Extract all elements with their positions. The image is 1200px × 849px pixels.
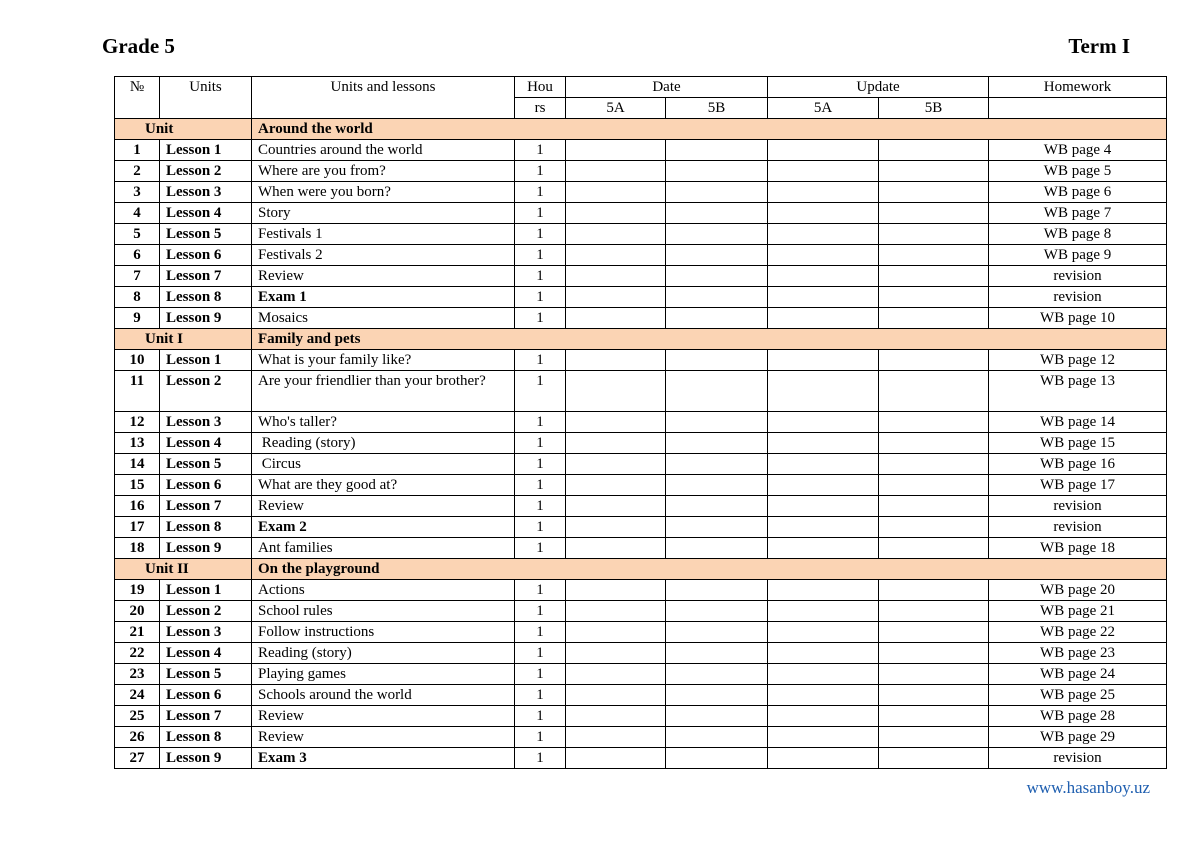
- lesson-title: Review: [252, 266, 515, 287]
- table-row: [115, 412, 1167, 433]
- homework-cell: WB page 23: [989, 643, 1167, 664]
- lesson-title: Who's taller?: [252, 412, 515, 433]
- row-number: 26: [115, 727, 160, 748]
- col-header-hours-top: Hou: [515, 77, 566, 98]
- update-5b-cell[interactable]: [879, 371, 989, 412]
- lesson-hours: 1: [515, 412, 566, 433]
- row-number: 7: [115, 266, 160, 287]
- row-number: 1: [115, 140, 160, 161]
- date-5a-cell[interactable]: [566, 371, 666, 412]
- date-5a-cell[interactable]: [566, 664, 666, 685]
- row-number: 10: [115, 350, 160, 371]
- table-row: [115, 475, 1167, 496]
- row-number: 13: [115, 433, 160, 454]
- date-5a-cell[interactable]: [566, 685, 666, 706]
- date-5b-cell[interactable]: [666, 350, 768, 371]
- date-5b-cell[interactable]: [666, 454, 768, 475]
- row-number: 12: [115, 412, 160, 433]
- unit-title: Around the world: [252, 119, 1167, 140]
- date-5b-cell[interactable]: [666, 580, 768, 601]
- row-number: 19: [115, 580, 160, 601]
- update-5a-cell[interactable]: [768, 580, 879, 601]
- row-number: 17: [115, 517, 160, 538]
- col-header-update: Update: [768, 77, 989, 98]
- col-header-update-5a: 5A: [768, 98, 879, 119]
- update-5b-cell[interactable]: [879, 182, 989, 203]
- update-5b-cell[interactable]: [879, 664, 989, 685]
- row-number: 22: [115, 643, 160, 664]
- homework-cell: WB page 6: [989, 182, 1167, 203]
- lesson-title: Story: [252, 203, 515, 224]
- unit-header-row: [115, 329, 1167, 350]
- lesson-hours: 1: [515, 308, 566, 329]
- lesson-hours: 1: [515, 580, 566, 601]
- grade-title: Grade 5: [102, 34, 175, 58]
- update-5a-cell[interactable]: [768, 685, 879, 706]
- lesson-title: Are your friendlier than your brother?: [252, 371, 515, 412]
- lesson-hours: 1: [515, 161, 566, 182]
- homework-cell: WB page 20: [989, 580, 1167, 601]
- date-5a-cell[interactable]: [566, 308, 666, 329]
- homework-cell: WB page 21: [989, 601, 1167, 622]
- update-5a-cell[interactable]: [768, 622, 879, 643]
- table-row: [115, 371, 1167, 412]
- lesson-label: Lesson 2: [160, 601, 252, 622]
- lesson-title: Schools around the world: [252, 685, 515, 706]
- homework-cell: revision: [989, 748, 1167, 769]
- row-number: 8: [115, 287, 160, 308]
- update-5b-cell[interactable]: [879, 622, 989, 643]
- col-header-number: №: [115, 77, 160, 119]
- update-5b-cell[interactable]: [879, 727, 989, 748]
- lesson-title: Exam 3: [252, 748, 515, 769]
- update-5a-cell[interactable]: [768, 140, 879, 161]
- update-5b-cell[interactable]: [879, 496, 989, 517]
- lesson-title: Festivals 1: [252, 224, 515, 245]
- lesson-label: Lesson 9: [160, 538, 252, 559]
- update-5b-cell[interactable]: [879, 685, 989, 706]
- table-row: [115, 203, 1167, 224]
- lesson-title: Playing games: [252, 664, 515, 685]
- date-5b-cell[interactable]: [666, 140, 768, 161]
- homework-cell: revision: [989, 517, 1167, 538]
- table-row: [115, 287, 1167, 308]
- date-5b-cell[interactable]: [666, 308, 768, 329]
- lesson-hours: 1: [515, 245, 566, 266]
- date-5a-cell[interactable]: [566, 580, 666, 601]
- update-5b-cell[interactable]: [879, 601, 989, 622]
- date-5a-cell[interactable]: [566, 538, 666, 559]
- date-5a-cell[interactable]: [566, 748, 666, 769]
- website-link[interactable]: www.hasanboy.uz: [1026, 778, 1150, 797]
- lesson-title: Review: [252, 706, 515, 727]
- lesson-title: Circus: [252, 454, 515, 475]
- homework-cell: WB page 12: [989, 350, 1167, 371]
- table-row: [115, 266, 1167, 287]
- table-row: [115, 350, 1167, 371]
- update-5a-cell[interactable]: [768, 433, 879, 454]
- date-5b-cell[interactable]: [666, 245, 768, 266]
- homework-cell: WB page 18: [989, 538, 1167, 559]
- lesson-label: Lesson 8: [160, 727, 252, 748]
- table-row: [115, 433, 1167, 454]
- row-number: 6: [115, 245, 160, 266]
- homework-cell: WB page 24: [989, 664, 1167, 685]
- update-5a-cell[interactable]: [768, 161, 879, 182]
- update-5b-cell[interactable]: [879, 308, 989, 329]
- table-row: [115, 182, 1167, 203]
- lesson-hours: 1: [515, 517, 566, 538]
- table-row: [115, 664, 1167, 685]
- update-5b-cell[interactable]: [879, 748, 989, 769]
- date-5b-cell[interactable]: [666, 538, 768, 559]
- date-5a-cell[interactable]: [566, 224, 666, 245]
- lesson-label: Lesson 7: [160, 266, 252, 287]
- lesson-hours: 1: [515, 475, 566, 496]
- homework-cell: WB page 9: [989, 245, 1167, 266]
- lesson-title: Exam 2: [252, 517, 515, 538]
- update-5b-cell[interactable]: [879, 475, 989, 496]
- row-number: 11: [115, 371, 160, 412]
- table-row: [115, 538, 1167, 559]
- lesson-hours: 1: [515, 538, 566, 559]
- lesson-hours: 1: [515, 433, 566, 454]
- update-5b-cell[interactable]: [879, 706, 989, 727]
- date-5a-cell[interactable]: [566, 433, 666, 454]
- date-5a-cell[interactable]: [566, 622, 666, 643]
- date-5a-cell[interactable]: [566, 412, 666, 433]
- row-number: 20: [115, 601, 160, 622]
- lesson-title: What are they good at?: [252, 475, 515, 496]
- homework-cell: revision: [989, 496, 1167, 517]
- lesson-label: Lesson 4: [160, 203, 252, 224]
- lesson-label: Lesson 8: [160, 517, 252, 538]
- date-5a-cell[interactable]: [566, 454, 666, 475]
- homework-cell: WB page 5: [989, 161, 1167, 182]
- homework-cell: WB page 16: [989, 454, 1167, 475]
- date-5a-cell[interactable]: [566, 203, 666, 224]
- table-row: [115, 245, 1167, 266]
- lesson-hours: 1: [515, 224, 566, 245]
- date-5a-cell[interactable]: [566, 140, 666, 161]
- date-5b-cell[interactable]: [666, 643, 768, 664]
- lesson-hours: 1: [515, 266, 566, 287]
- date-5b-cell[interactable]: [666, 475, 768, 496]
- homework-cell: WB page 15: [989, 433, 1167, 454]
- date-5a-cell[interactable]: [566, 287, 666, 308]
- update-5b-cell[interactable]: [879, 224, 989, 245]
- homework-cell: revision: [989, 287, 1167, 308]
- row-number: 2: [115, 161, 160, 182]
- update-5a-cell[interactable]: [768, 245, 879, 266]
- table-row: [115, 685, 1167, 706]
- update-5a-cell[interactable]: [768, 287, 879, 308]
- update-5b-cell[interactable]: [879, 580, 989, 601]
- lesson-title: School rules: [252, 601, 515, 622]
- unit-title: On the playground: [252, 559, 1167, 580]
- unit-label: Unit II: [115, 559, 252, 580]
- unit-label: Unit I: [115, 329, 252, 350]
- update-5a-cell[interactable]: [768, 224, 879, 245]
- homework-cell: WB page 28: [989, 706, 1167, 727]
- date-5a-cell[interactable]: [566, 496, 666, 517]
- lesson-label: Lesson 6: [160, 685, 252, 706]
- table-row: [115, 580, 1167, 601]
- unit-title: Family and pets: [252, 329, 1167, 350]
- table-row: [115, 748, 1167, 769]
- lesson-label: Lesson 1: [160, 350, 252, 371]
- date-5a-cell[interactable]: [566, 601, 666, 622]
- lesson-hours: 1: [515, 203, 566, 224]
- lesson-label: Lesson 5: [160, 454, 252, 475]
- homework-cell: WB page 25: [989, 685, 1167, 706]
- update-5a-cell[interactable]: [768, 266, 879, 287]
- date-5b-cell[interactable]: [666, 517, 768, 538]
- lesson-plan-table: [114, 76, 1167, 769]
- date-5b-cell[interactable]: [666, 266, 768, 287]
- date-5b-cell[interactable]: [666, 496, 768, 517]
- homework-cell: WB page 8: [989, 224, 1167, 245]
- date-5a-cell[interactable]: [566, 182, 666, 203]
- update-5a-cell[interactable]: [768, 748, 879, 769]
- homework-cell: WB page 4: [989, 140, 1167, 161]
- row-number: 18: [115, 538, 160, 559]
- lesson-label: Lesson 4: [160, 433, 252, 454]
- update-5b-cell[interactable]: [879, 433, 989, 454]
- date-5b-cell[interactable]: [666, 748, 768, 769]
- lesson-label: Lesson 2: [160, 161, 252, 182]
- unit-label: Unit: [115, 119, 252, 140]
- lesson-hours: 1: [515, 664, 566, 685]
- row-number: 21: [115, 622, 160, 643]
- date-5b-cell[interactable]: [666, 622, 768, 643]
- update-5a-cell[interactable]: [768, 308, 879, 329]
- date-5b-cell[interactable]: [666, 224, 768, 245]
- lesson-hours: 1: [515, 371, 566, 412]
- lesson-label: Lesson 5: [160, 664, 252, 685]
- date-5a-cell[interactable]: [566, 475, 666, 496]
- date-5a-cell[interactable]: [566, 643, 666, 664]
- homework-cell: WB page 10: [989, 308, 1167, 329]
- row-number: 16: [115, 496, 160, 517]
- col-header-date-5b: 5B: [666, 98, 768, 119]
- table-row: [115, 706, 1167, 727]
- lesson-label: Lesson 1: [160, 140, 252, 161]
- update-5a-cell[interactable]: [768, 601, 879, 622]
- update-5a-cell[interactable]: [768, 371, 879, 412]
- date-5b-cell[interactable]: [666, 664, 768, 685]
- lesson-hours: 1: [515, 496, 566, 517]
- lesson-label: Lesson 1: [160, 580, 252, 601]
- homework-cell: WB page 29: [989, 727, 1167, 748]
- date-5b-cell[interactable]: [666, 433, 768, 454]
- col-header-units: Units: [160, 77, 252, 119]
- lesson-title: Exam 1: [252, 287, 515, 308]
- homework-cell: WB page 22: [989, 622, 1167, 643]
- date-5b-cell[interactable]: [666, 601, 768, 622]
- lesson-label: Lesson 8: [160, 287, 252, 308]
- update-5b-cell[interactable]: [879, 412, 989, 433]
- update-5b-cell[interactable]: [879, 140, 989, 161]
- date-5b-cell[interactable]: [666, 182, 768, 203]
- col-header-date-5a: 5A: [566, 98, 666, 119]
- update-5b-cell[interactable]: [879, 643, 989, 664]
- date-5a-cell[interactable]: [566, 350, 666, 371]
- lesson-label: Lesson 3: [160, 412, 252, 433]
- lesson-label: Lesson 4: [160, 643, 252, 664]
- date-5a-cell[interactable]: [566, 517, 666, 538]
- update-5b-cell[interactable]: [879, 517, 989, 538]
- lesson-hours: 1: [515, 140, 566, 161]
- update-5b-cell[interactable]: [879, 245, 989, 266]
- update-5a-cell[interactable]: [768, 517, 879, 538]
- col-header-date: Date: [566, 77, 768, 98]
- col-header-update-5b: 5B: [879, 98, 989, 119]
- table-row: [115, 308, 1167, 329]
- row-number: 14: [115, 454, 160, 475]
- lesson-title: What is your family like?: [252, 350, 515, 371]
- lesson-label: Lesson 7: [160, 706, 252, 727]
- table-row: [115, 517, 1167, 538]
- lesson-hours: 1: [515, 727, 566, 748]
- lesson-title: Countries around the world: [252, 140, 515, 161]
- lesson-title: Mosaics: [252, 308, 515, 329]
- lesson-title: Reading (story): [252, 643, 515, 664]
- lesson-title: Review: [252, 727, 515, 748]
- row-number: 24: [115, 685, 160, 706]
- table-row: [115, 454, 1167, 475]
- row-number: 15: [115, 475, 160, 496]
- update-5b-cell[interactable]: [879, 266, 989, 287]
- lesson-title: Where are you from?: [252, 161, 515, 182]
- table-row: [115, 643, 1167, 664]
- lesson-title: Review: [252, 496, 515, 517]
- lesson-hours: 1: [515, 685, 566, 706]
- row-number: 4: [115, 203, 160, 224]
- update-5b-cell[interactable]: [879, 203, 989, 224]
- col-header-homework-sub: [989, 98, 1167, 119]
- row-number: 27: [115, 748, 160, 769]
- date-5a-cell[interactable]: [566, 266, 666, 287]
- unit-header-row: [115, 559, 1167, 580]
- update-5a-cell[interactable]: [768, 203, 879, 224]
- lesson-title: Ant families: [252, 538, 515, 559]
- update-5a-cell[interactable]: [768, 496, 879, 517]
- lesson-label: Lesson 6: [160, 245, 252, 266]
- lesson-label: Lesson 3: [160, 622, 252, 643]
- lesson-label: Lesson 6: [160, 475, 252, 496]
- update-5b-cell[interactable]: [879, 161, 989, 182]
- table-row: [115, 601, 1167, 622]
- date-5a-cell[interactable]: [566, 727, 666, 748]
- update-5b-cell[interactable]: [879, 538, 989, 559]
- table-row: [115, 161, 1167, 182]
- table-row: [115, 496, 1167, 517]
- date-5b-cell[interactable]: [666, 685, 768, 706]
- lesson-hours: 1: [515, 454, 566, 475]
- lesson-hours: 1: [515, 287, 566, 308]
- date-5a-cell[interactable]: [566, 706, 666, 727]
- row-number: 3: [115, 182, 160, 203]
- table-row: [115, 224, 1167, 245]
- lesson-label: Lesson 2: [160, 371, 252, 412]
- lesson-hours: 1: [515, 622, 566, 643]
- date-5b-cell[interactable]: [666, 371, 768, 412]
- update-5b-cell[interactable]: [879, 287, 989, 308]
- update-5a-cell[interactable]: [768, 664, 879, 685]
- lesson-title: When were you born?: [252, 182, 515, 203]
- col-header-lessons: Units and lessons: [252, 77, 515, 119]
- homework-cell: WB page 13: [989, 371, 1167, 412]
- lesson-title: Actions: [252, 580, 515, 601]
- homework-cell: WB page 14: [989, 412, 1167, 433]
- lesson-hours: 1: [515, 350, 566, 371]
- lesson-plan-body: [115, 119, 1167, 769]
- row-number: 23: [115, 664, 160, 685]
- lesson-title: Follow instructions: [252, 622, 515, 643]
- date-5b-cell[interactable]: [666, 203, 768, 224]
- update-5a-cell[interactable]: [768, 706, 879, 727]
- col-header-hours-bottom: rs: [515, 98, 566, 119]
- lesson-hours: 1: [515, 643, 566, 664]
- date-5b-cell[interactable]: [666, 412, 768, 433]
- col-header-homework: Homework: [989, 77, 1167, 98]
- update-5a-cell[interactable]: [768, 412, 879, 433]
- lesson-label: Lesson 3: [160, 182, 252, 203]
- homework-cell: WB page 7: [989, 203, 1167, 224]
- lesson-hours: 1: [515, 706, 566, 727]
- date-5b-cell[interactable]: [666, 706, 768, 727]
- update-5a-cell[interactable]: [768, 727, 879, 748]
- update-5b-cell[interactable]: [879, 350, 989, 371]
- lesson-title: Festivals 2: [252, 245, 515, 266]
- unit-header-row: [115, 119, 1167, 140]
- lesson-label: Lesson 5: [160, 224, 252, 245]
- lesson-title: Reading (story): [252, 433, 515, 454]
- update-5a-cell[interactable]: [768, 350, 879, 371]
- update-5b-cell[interactable]: [879, 454, 989, 475]
- update-5a-cell[interactable]: [768, 454, 879, 475]
- lesson-label: Lesson 7: [160, 496, 252, 517]
- table-row: [115, 140, 1167, 161]
- date-5b-cell[interactable]: [666, 161, 768, 182]
- update-5a-cell[interactable]: [768, 643, 879, 664]
- date-5a-cell[interactable]: [566, 245, 666, 266]
- lesson-hours: 1: [515, 601, 566, 622]
- update-5a-cell[interactable]: [768, 475, 879, 496]
- row-number: 5: [115, 224, 160, 245]
- table-row: [115, 727, 1167, 748]
- homework-cell: revision: [989, 266, 1167, 287]
- lesson-label: Lesson 9: [160, 308, 252, 329]
- lesson-label: Lesson 9: [160, 748, 252, 769]
- date-5b-cell[interactable]: [666, 287, 768, 308]
- lesson-hours: 1: [515, 748, 566, 769]
- date-5a-cell[interactable]: [566, 161, 666, 182]
- date-5b-cell[interactable]: [666, 727, 768, 748]
- row-number: 9: [115, 308, 160, 329]
- update-5a-cell[interactable]: [768, 538, 879, 559]
- row-number: 25: [115, 706, 160, 727]
- term-title: Term I: [1068, 34, 1130, 58]
- homework-cell: WB page 17: [989, 475, 1167, 496]
- update-5a-cell[interactable]: [768, 182, 879, 203]
- table-row: [115, 622, 1167, 643]
- lesson-hours: 1: [515, 182, 566, 203]
